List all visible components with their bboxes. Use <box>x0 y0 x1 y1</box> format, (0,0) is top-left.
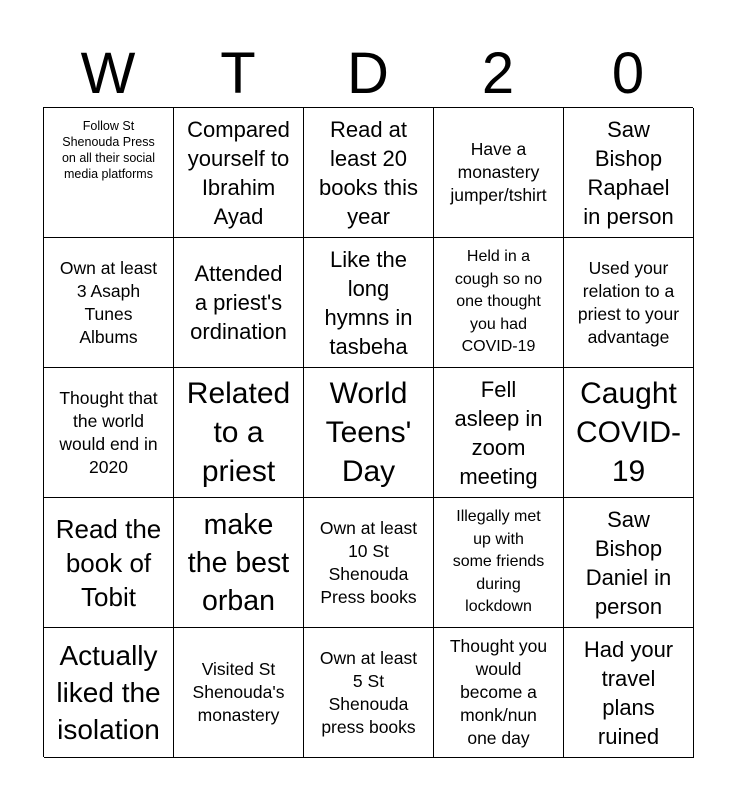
bingo-cell[interactable] <box>564 628 694 758</box>
header-letter-2: T <box>220 41 256 106</box>
bingo-cell[interactable] <box>174 238 304 368</box>
cell-text: Held in a cough so no one thought you had COVID-19 <box>454 248 543 356</box>
bingo-cell[interactable] <box>304 498 434 628</box>
cell-text: World Teens' Day <box>325 377 412 488</box>
cell-text: Own at least 5 St Shenouda press books <box>319 647 418 737</box>
header-letter-3: D <box>347 41 389 106</box>
bingo-cell[interactable] <box>174 368 304 498</box>
cell-text: Follow St Shenouda Press on all their social media platforms <box>61 119 156 181</box>
bingo-cell[interactable] <box>434 498 564 628</box>
bingo-cell[interactable] <box>44 108 174 238</box>
cell-text: Read the book of Tobit <box>55 513 162 612</box>
cell-text: Related to a priest <box>186 377 291 488</box>
cell-text: Fell asleep in zoom meeting <box>454 376 543 489</box>
bingo-cell[interactable] <box>434 368 564 498</box>
cell-text: Thought you would become a monk/nun one day <box>449 636 548 748</box>
bingo-cell[interactable] <box>174 628 304 758</box>
header-letter-5: 0 <box>611 41 645 106</box>
bingo-cell[interactable] <box>44 238 174 368</box>
cell-text: make the best orban <box>187 508 290 617</box>
cell-text: Own at least 3 Asaph Tunes Albums <box>59 257 158 347</box>
cell-text: Used your relation to a priest to your advantage <box>577 257 680 347</box>
cell-text: Saw Bishop Daniel in person <box>585 506 672 619</box>
bingo-cell[interactable] <box>44 368 174 498</box>
bingo-cell[interactable] <box>44 498 174 628</box>
bingo-cell[interactable] <box>304 628 434 758</box>
bingo-cell[interactable] <box>564 368 694 498</box>
bingo-cell[interactable] <box>434 108 564 238</box>
bingo-cell[interactable] <box>434 628 564 758</box>
bingo-cell[interactable] <box>434 238 564 368</box>
header-letter-1: W <box>80 41 136 106</box>
bingo-cell[interactable] <box>44 628 174 758</box>
cell-text: Illegally met up with some friends during lockdown <box>452 508 545 616</box>
bingo-cell[interactable] <box>174 498 304 628</box>
cell-text: Caught COVID- 19 <box>576 377 681 488</box>
bingo-cell[interactable] <box>174 108 304 238</box>
bingo-header <box>43 40 693 108</box>
cell-text: Actually liked the isolation <box>56 640 161 745</box>
cell-text: Own at least 10 St Shenouda Press books <box>319 517 418 607</box>
cell-text: Attended a priest's ordination <box>190 261 287 344</box>
cell-text: Read at least 20 books this year <box>318 116 419 229</box>
bingo-cell[interactable] <box>304 368 434 498</box>
cell-text: Thought that the world would end in 2020 <box>59 387 158 477</box>
cell-text: Have a monastery jumper/tshirt <box>450 139 547 205</box>
bingo-grid <box>43 107 693 757</box>
cell-text: Visited St Shenouda's monastery <box>192 659 285 725</box>
bingo-cell[interactable] <box>304 108 434 238</box>
cell-text: Like the long hymns in tasbeha <box>324 246 413 359</box>
bingo-cell[interactable] <box>564 108 694 238</box>
cell-text: Saw Bishop Raphael in person <box>583 116 674 229</box>
header-letter-4: 2 <box>481 41 515 106</box>
bingo-cell[interactable] <box>564 238 694 368</box>
cell-text: Had your travel plans ruined <box>583 636 674 749</box>
bingo-cell[interactable] <box>564 498 694 628</box>
bingo-cell[interactable] <box>304 238 434 368</box>
cell-text: Compared yourself to Ibrahim Ayad <box>187 116 290 229</box>
